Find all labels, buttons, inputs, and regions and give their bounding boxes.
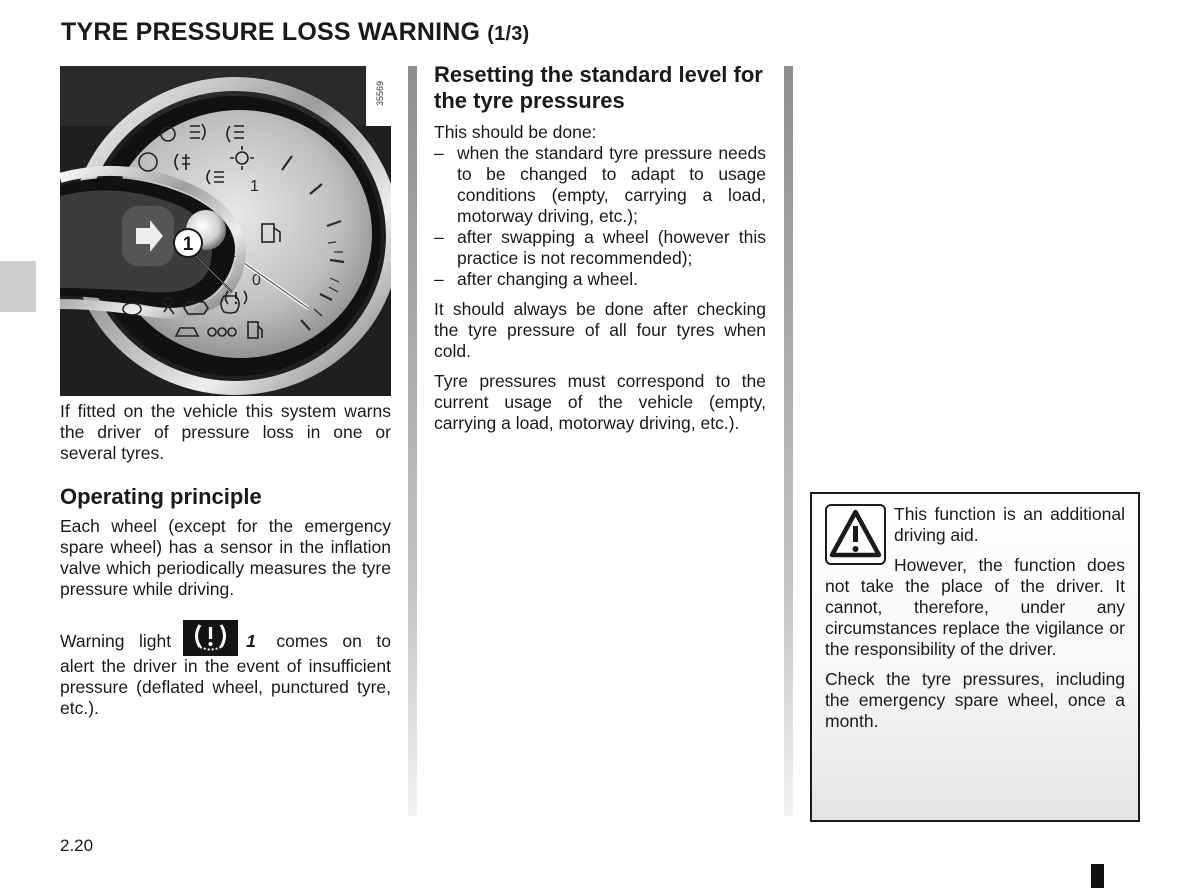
list-item: – when the standard tyre pressure needs to be changed to adapt to usage conditions (empty, carrying a load, motorway driving, etc.); xyxy=(434,143,766,226)
note-paragraph: Check the tyre pressures, including the emergency spare wheel, once a month. xyxy=(825,669,1125,731)
page-title xyxy=(61,18,529,47)
column-divider xyxy=(408,66,417,816)
section-heading: Operating principle xyxy=(60,484,262,509)
page-title-part: (1/3) xyxy=(487,23,530,45)
resetting-paragraph: Tyre pressures must correspond to the current usage of the vehicle (empty, carrying a load, motorway driving, etc.). xyxy=(434,371,766,433)
operating-paragraph: Each wheel (except for the emergency spare wheel) has a sensor in the inflation valve which periodically measures the tyre pressure while driving. xyxy=(60,516,391,599)
gauge-numeral: 1 xyxy=(250,178,259,195)
warning-triangle-icon xyxy=(825,504,886,565)
column-left xyxy=(60,401,391,728)
warning-reference: 1 xyxy=(246,631,256,651)
dashboard-illustration xyxy=(60,66,391,396)
resetting-paragraph: It should always be done after checking the tyre pressure of all four tyres when cold. xyxy=(434,299,766,361)
page-edge-marker xyxy=(1091,864,1104,888)
column-divider xyxy=(784,66,793,816)
column-middle xyxy=(434,62,766,443)
gauge-zero: 0 xyxy=(252,272,261,289)
figure-code: 35569 xyxy=(375,80,385,106)
warning-prefix: Warning light xyxy=(60,631,172,651)
page-title-main: TYRE PRESSURE LOSS WARNING xyxy=(61,18,481,46)
list-item: – after swapping a wheel (however this practice is not recommended); xyxy=(434,227,766,268)
section-heading: Resetting the standard level for the tyre pressures xyxy=(434,62,763,113)
resetting-list xyxy=(434,143,766,290)
note-paragraph: However, the function does not take the place of the driver. It cannot, therefore, under any circumstances replace the vigilance or the responsibility of the driver. xyxy=(825,555,1125,659)
list-item: – after changing a wheel. xyxy=(434,269,638,289)
callout-number: 1 xyxy=(182,234,194,255)
warning-suffix: comes on to alert the driver in the event of insufficient pressure (deflated wheel, punctured tyre, etc.). xyxy=(60,631,391,718)
tyre-pressure-warning-icon xyxy=(183,620,238,656)
warning-light-paragraph xyxy=(60,620,391,719)
page-number: 2.20 xyxy=(60,836,94,855)
note-box xyxy=(810,492,1140,822)
resetting-intro: This should be done: xyxy=(434,122,597,142)
section-tab xyxy=(0,261,36,312)
intro-text: If fitted on the vehicle this system warns the driver of pressure loss in one or several tyres. xyxy=(60,401,391,463)
note-paragraph: This function is an additional driving aid. xyxy=(894,504,1125,545)
